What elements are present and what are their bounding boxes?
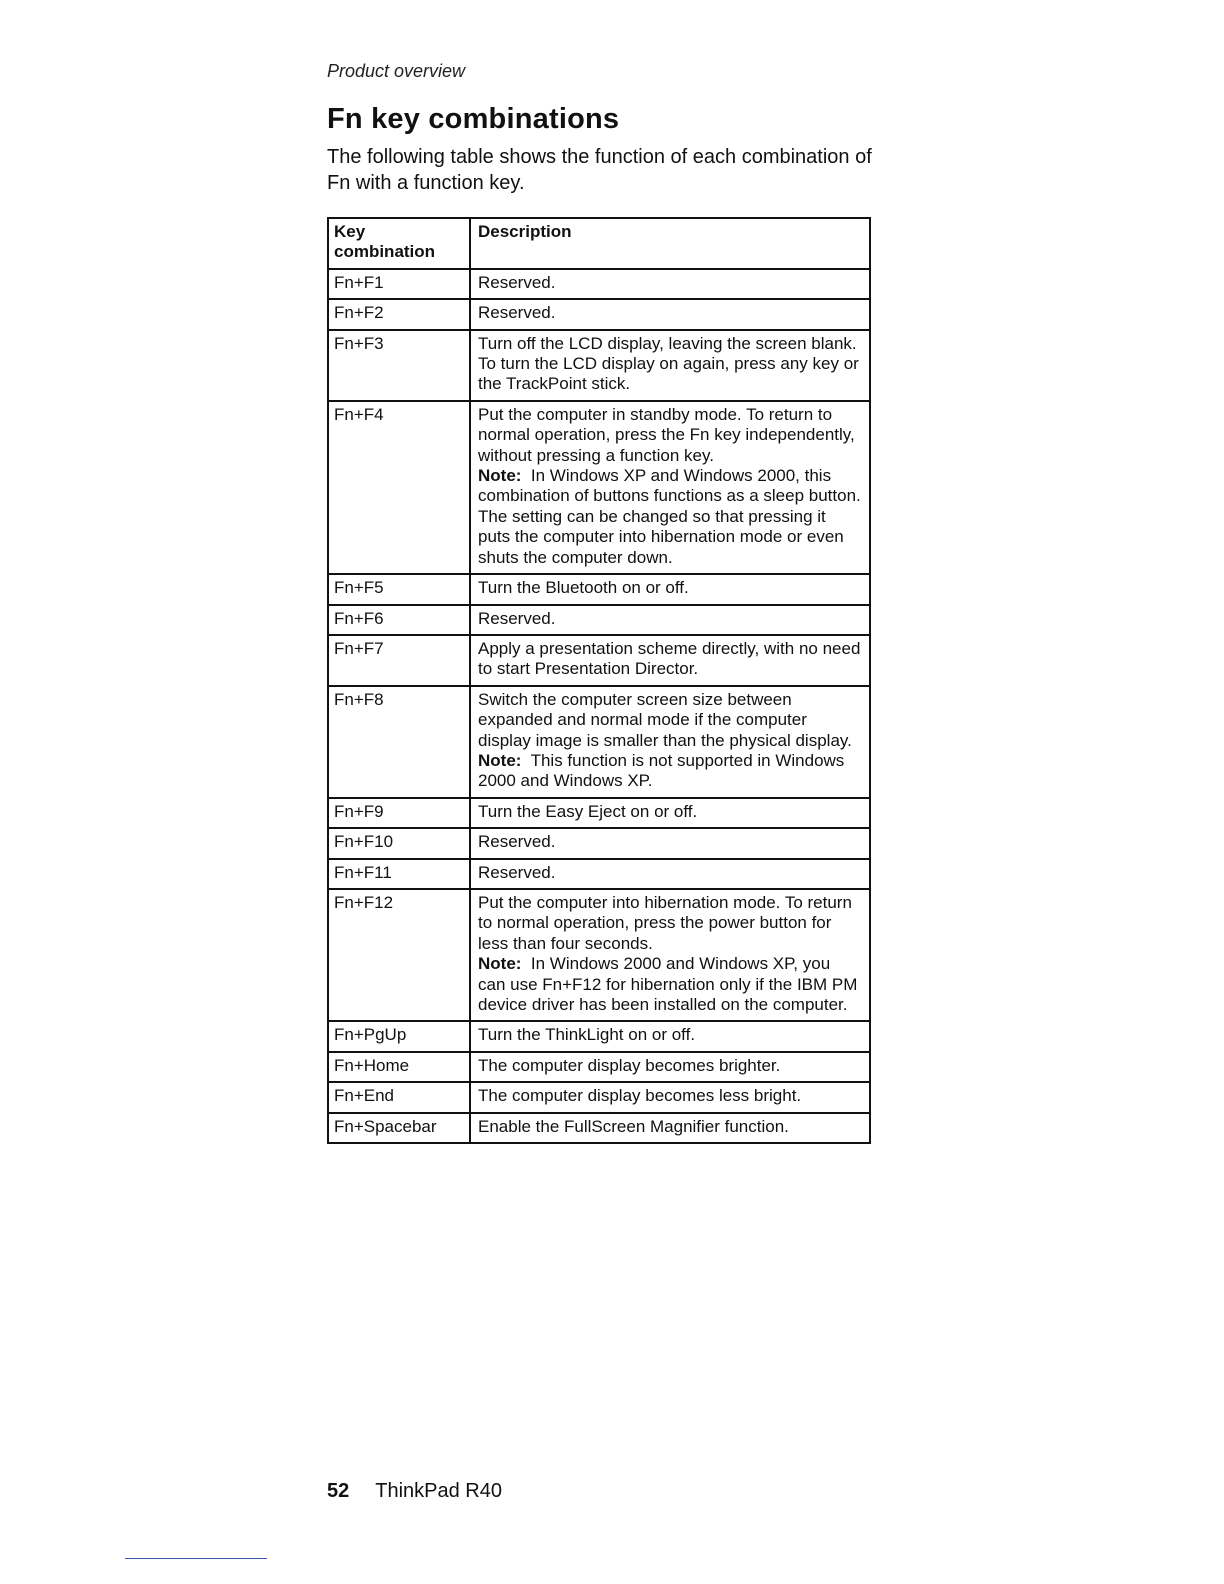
description-text: Reserved. xyxy=(478,862,556,882)
key-combination-cell: Fn+F4 xyxy=(328,401,470,574)
note-label: Note: xyxy=(478,954,522,974)
table-row xyxy=(328,1113,870,1143)
table-row xyxy=(328,605,870,635)
key-combination-cell: Fn+End xyxy=(328,1082,470,1112)
description-cell xyxy=(470,1052,870,1082)
page-footer xyxy=(327,1480,502,1503)
key-combination-cell: Fn+F3 xyxy=(328,330,470,401)
table-row xyxy=(328,574,870,604)
table-row xyxy=(328,330,870,401)
description-cell xyxy=(470,1113,870,1143)
key-combination-cell: Fn+F11 xyxy=(328,859,470,889)
description-cell xyxy=(470,889,870,1021)
description-text: Reserved. xyxy=(478,303,556,323)
key-combination-cell: Fn+F5 xyxy=(328,574,470,604)
table-body xyxy=(328,269,870,1143)
description-text: Turn the ThinkLight on or off. xyxy=(478,1025,696,1045)
table-row xyxy=(328,299,870,329)
description-cell xyxy=(470,1021,870,1051)
note-label: Note: xyxy=(478,466,522,486)
table-row xyxy=(328,1052,870,1082)
description-text: Turn the Easy Eject on or off. xyxy=(478,801,698,821)
table-row xyxy=(328,1082,870,1112)
note-text: In Windows 2000 and Windows XP, you can use Fn+F12 for hibernation only if the IBM PM device driver has been installed on the computer. xyxy=(478,954,858,1014)
key-combination-cell: Fn+F12 xyxy=(328,889,470,1021)
description-cell xyxy=(470,605,870,635)
key-combination-cell: Fn+F7 xyxy=(328,635,470,686)
note-label: Note: xyxy=(478,750,522,770)
column-header-key: Key combination xyxy=(328,218,470,269)
description-cell xyxy=(470,269,870,299)
note xyxy=(478,466,862,568)
key-combination-cell: Fn+PgUp xyxy=(328,1021,470,1051)
intro-paragraph: The following table shows the function of each combination of Fn with a function key. xyxy=(327,146,872,194)
note xyxy=(478,954,862,1015)
table-row xyxy=(328,798,870,828)
note-text: This function is not supported in Windows 2000 and Windows XP. xyxy=(478,750,845,791)
table-row xyxy=(328,889,870,1021)
description-text: Turn the Bluetooth on or off. xyxy=(478,578,689,598)
table-row xyxy=(328,828,870,858)
table-row xyxy=(328,635,870,686)
description-text: Reserved. xyxy=(478,272,556,292)
key-combination-cell: Fn+F1 xyxy=(328,269,470,299)
note-text: In Windows XP and Windows 2000, this combination of buttons functions as a sleep button. The setting can be changed so that pressing it puts the computer into hibernation mode or even shuts the computer down. xyxy=(478,466,861,567)
table-row xyxy=(328,401,870,574)
key-combination-cell: Fn+Spacebar xyxy=(328,1113,470,1143)
table-row xyxy=(328,1021,870,1051)
key-combination-cell: Fn+Home xyxy=(328,1052,470,1082)
description-text: The computer display becomes brighter. xyxy=(478,1055,781,1075)
description-text: Switch the computer screen size between expanded and normal mode if the computer display image is smaller than the physical display. xyxy=(478,689,852,750)
table-row xyxy=(328,686,870,798)
description-cell xyxy=(470,401,870,574)
description-cell xyxy=(470,330,870,401)
description-text: Turn off the LCD display, leaving the screen blank. To turn the LCD display on again, press any key or the TrackPoint stick. xyxy=(478,333,859,394)
description-text: Enable the FullScreen Magnifier function. xyxy=(478,1116,789,1136)
description-text: Apply a presentation scheme directly, with no need to start Presentation Director. xyxy=(478,638,861,679)
table-row xyxy=(328,269,870,299)
description-text: Put the computer in standby mode. To return to normal operation, press the Fn key independently, without pressing a function key. xyxy=(478,404,855,465)
key-combination-cell: Fn+F10 xyxy=(328,828,470,858)
description-cell xyxy=(470,798,870,828)
running-head: Product overview xyxy=(327,61,466,81)
description-text: Reserved. xyxy=(478,832,556,852)
table-row xyxy=(328,859,870,889)
column-header-description: Description xyxy=(470,218,870,269)
key-combination-cell: Fn+F8 xyxy=(328,686,470,798)
product-name: ThinkPad R40 xyxy=(375,1480,502,1502)
page-title: Fn key combinations xyxy=(327,103,620,135)
note xyxy=(478,751,862,792)
description-cell xyxy=(470,686,870,798)
description-cell xyxy=(470,299,870,329)
description-text: The computer display becomes less bright. xyxy=(478,1086,802,1106)
description-cell xyxy=(470,828,870,858)
description-text: Put the computer into hibernation mode. To return to normal operation, press the power button for less than four seconds. xyxy=(478,892,852,953)
page-number: 52 xyxy=(327,1480,350,1502)
description-cell xyxy=(470,574,870,604)
description-text: Reserved. xyxy=(478,608,556,628)
description-cell xyxy=(470,635,870,686)
footer-rule xyxy=(125,1558,267,1559)
key-combination-cell: Fn+F9 xyxy=(328,798,470,828)
fn-key-table xyxy=(327,217,871,1144)
description-cell xyxy=(470,859,870,889)
key-combination-cell: Fn+F2 xyxy=(328,299,470,329)
description-cell xyxy=(470,1082,870,1112)
table-header-row xyxy=(328,218,870,269)
key-combination-cell: Fn+F6 xyxy=(328,605,470,635)
